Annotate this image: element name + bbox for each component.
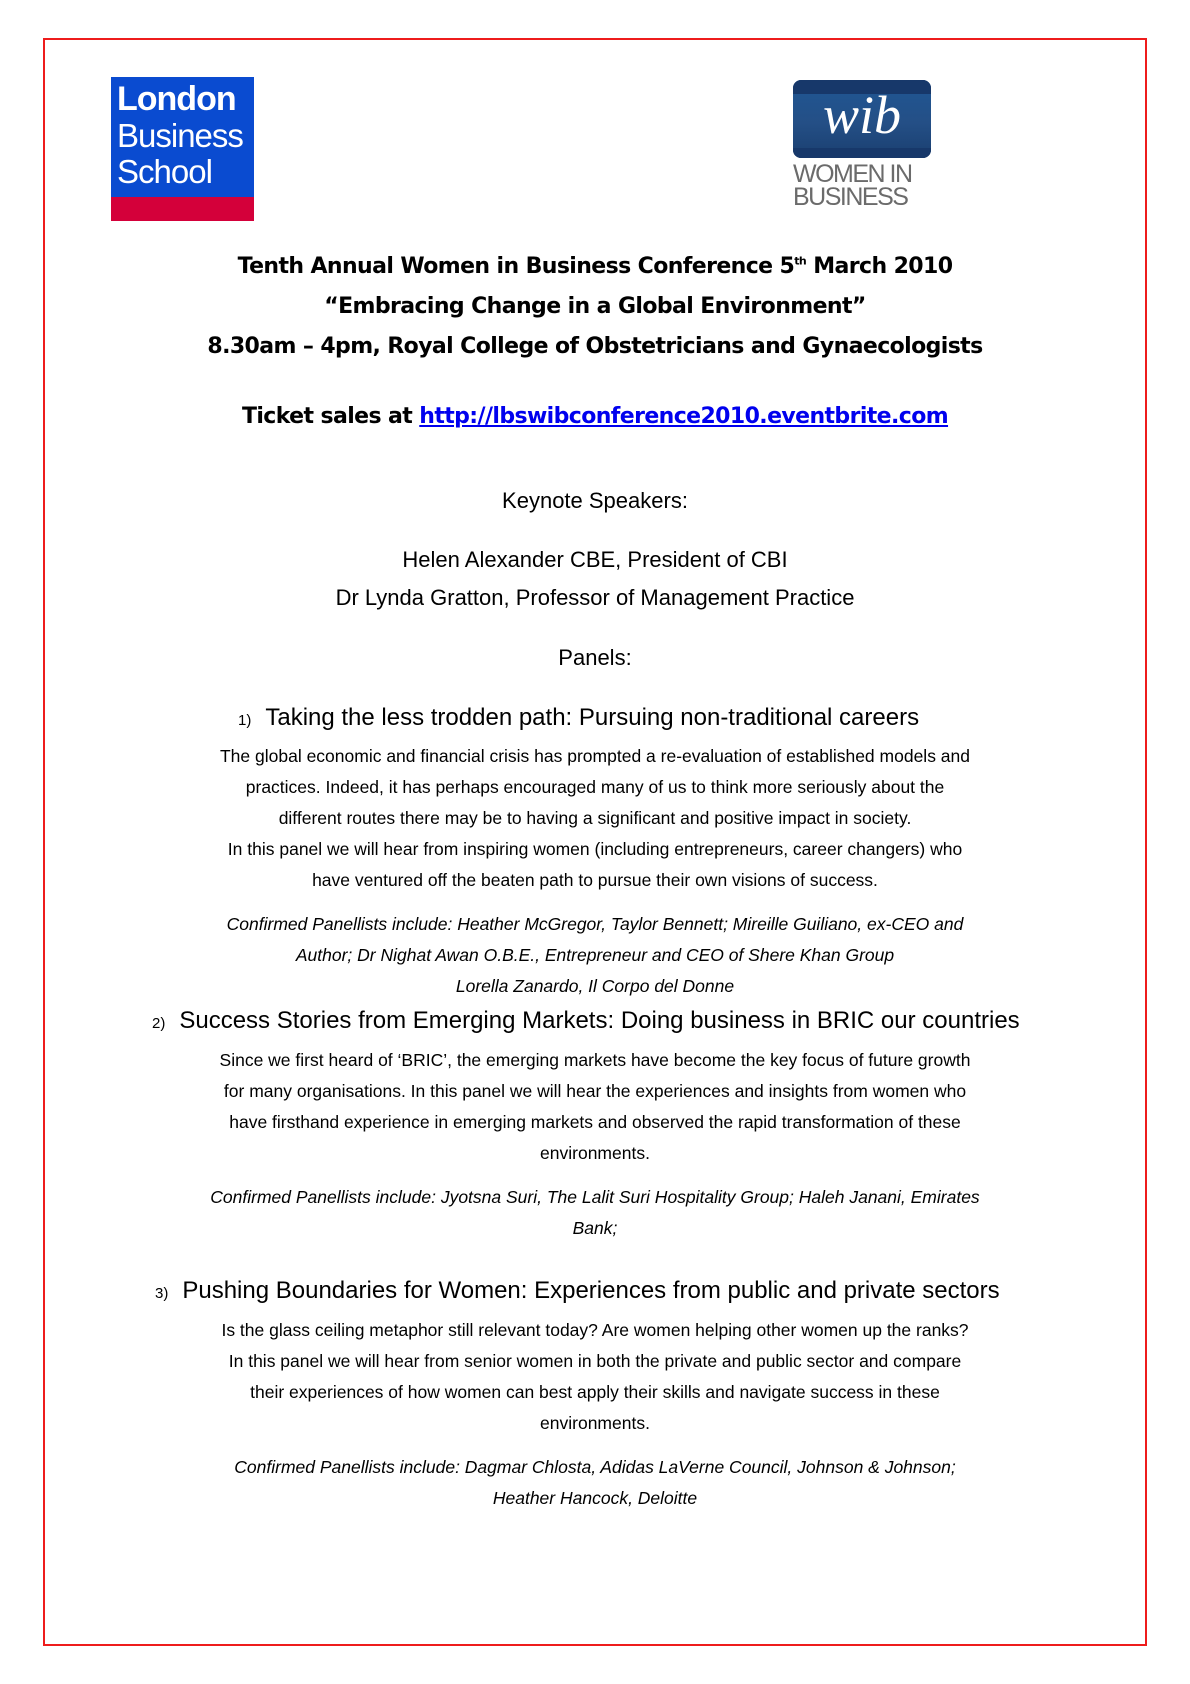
panel-panellists-line: Heather Hancock, Deloitte: [492, 1488, 698, 1508]
keynote-speaker: Helen Alexander CBE, President of CBI: [402, 547, 788, 572]
panel-panellists-line: Lorella Zanardo, Il Corpo del Donne: [455, 976, 735, 996]
panel-description-line: practices. Indeed, it has perhaps encouraged many of us to think more seriously about the: [245, 777, 945, 797]
ticket-sales-link[interactable]: http://lbswibconference2010.eventbrite.com: [419, 404, 949, 429]
panel-description-line: In this panel we will hear from senior women in both the private and public sector and compare: [228, 1351, 962, 1371]
panel-description-line: different routes there may be to having a significant and positive impact in society.: [278, 808, 912, 828]
panel-description-line: their experiences of how women can best apply their skills and navigate success in these: [250, 1382, 940, 1402]
conference-title: Tenth Annual Women in Business Conference 5th March 2010: [237, 254, 953, 279]
panel-panellists-line: Confirmed Panellists include: Jyotsna Suri, The Lalit Suri Hospitality Group; Haleh Janani, Emirates: [210, 1187, 980, 1207]
panel-panellists-line: Confirmed Panellists include: Heather McGregor, Taylor Bennett; Mireille Guiliano, ex-CEO and: [226, 914, 964, 934]
london-business-school-logo: [111, 77, 254, 221]
logo-text-line: School: [117, 153, 212, 190]
ticket-sales: Ticket sales at http://lbswibconference2010.eventbrite.com: [241, 404, 949, 429]
keynote-speaker: Dr Lynda Gratton, Professor of Management Practice: [335, 585, 855, 610]
panel-title: 1) Taking the less trodden path: Pursuing non-traditional careers: [238, 704, 920, 731]
panel-description-line: have firsthand experience in emerging markets and observed the rapid transformation of these: [229, 1112, 961, 1132]
panel-description-line: environments.: [540, 1143, 650, 1163]
panel-description-line: for many organisations. In this panel we will hear the experiences and insights from women who: [223, 1081, 967, 1101]
logo-text-line: Business: [117, 117, 243, 154]
panel-description-line: The global economic and financial crisis has prompted a re-evaluation of established models and: [219, 746, 970, 766]
wib-wordmark-line: BUSINESS: [793, 183, 908, 211]
wib-wordmark-line: WOMEN IN: [793, 160, 912, 188]
wib-mark: wib: [822, 85, 902, 145]
panel-description-line: have ventured off the beaten path to pursue their own visions of success.: [312, 870, 878, 890]
panel-panellists-line: Confirmed Panellists include: Dagmar Chlosta, Adidas LaVerne Council, Johnson & Johnson;: [234, 1457, 956, 1477]
panel-title: 2) Success Stories from Emerging Markets: Doing business in BRIC our countries: [152, 1007, 1020, 1034]
panel-description-line: Is the glass ceiling metaphor still relevant today? Are women helping other women up the ranks?: [221, 1320, 969, 1340]
conference-theme: “Embracing Change in a Global Environment”: [324, 294, 866, 319]
time-and-venue: 8.30am – 4pm, Royal College of Obstetricians and Gynaecologists: [207, 334, 983, 359]
panel-description-line: environments.: [540, 1413, 650, 1433]
logo-text-line: London: [117, 80, 236, 118]
wib-badge: [793, 80, 931, 158]
panel-title: 3) Pushing Boundaries for Women: Experiences from public and private sectors: [155, 1277, 1000, 1304]
women-in-business-logo: [791, 80, 936, 210]
logo-red-band: [111, 197, 254, 221]
panel-panellists-line: Bank;: [572, 1218, 618, 1238]
panel-panellists-line: Author; Dr Nighat Awan O.B.E., Entrepreneur and CEO of Shere Khan Group: [295, 945, 895, 965]
panels-heading: Panels:: [558, 645, 632, 670]
keynote-heading: Keynote Speakers:: [502, 488, 688, 513]
panel-description-line: Since we first heard of ‘BRIC’, the emerging markets have become the key focus of future growth: [219, 1050, 971, 1070]
panel-description-line: In this panel we will hear from inspiring women (including entrepreneurs, career changers) who: [227, 839, 963, 859]
